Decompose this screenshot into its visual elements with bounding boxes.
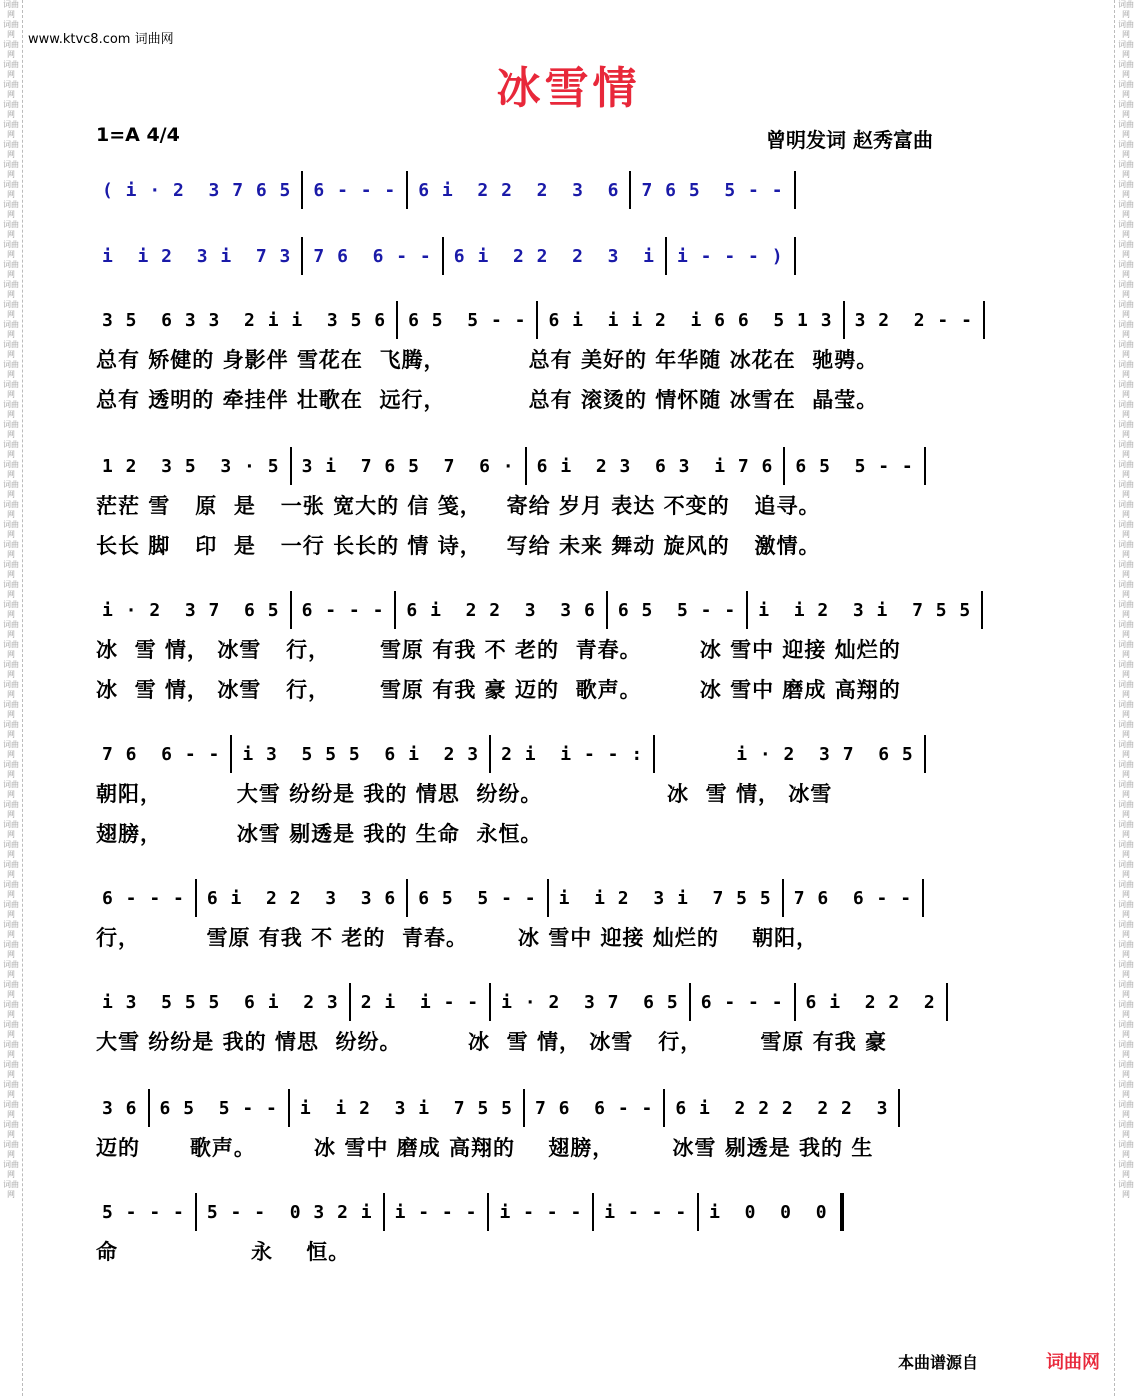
bar-line xyxy=(406,171,408,209)
measure: 7 6 5 5 - - xyxy=(641,179,784,201)
notation-line xyxy=(96,878,1006,918)
measure: 1 2 3 5 3 · 5 xyxy=(102,455,280,477)
measure: ( i · 2 3 7 6 5 xyxy=(102,179,292,201)
score-system xyxy=(96,590,1006,710)
measure: i 3 5 5 5 6 i 2 3 xyxy=(102,991,339,1013)
measure: 2 i i - - : xyxy=(501,743,644,765)
bar-line xyxy=(394,591,396,629)
measure: i i 2 3 i 7 3 xyxy=(102,245,292,267)
measure: 6 5 5 - - xyxy=(408,309,527,331)
measure: i · 2 3 7 6 5 xyxy=(665,743,914,765)
score-system xyxy=(96,878,1006,958)
measure: i - - - ) xyxy=(677,245,784,267)
notation-line xyxy=(96,734,1006,774)
measure: 6 - - - xyxy=(102,887,185,909)
footer-brand: 词曲网 xyxy=(1046,1352,1100,1373)
footer-source: 本曲谱源自 xyxy=(898,1353,979,1372)
measure: i 0 0 0 xyxy=(709,1201,828,1223)
bar-line xyxy=(606,591,608,629)
measure: 7 6 6 - - xyxy=(534,1097,654,1119)
bar-line xyxy=(783,447,785,485)
bar-line xyxy=(843,301,845,339)
bar-line xyxy=(663,1089,665,1127)
measure: 6 5 5 - - xyxy=(617,599,737,621)
notation-line xyxy=(96,1192,1006,1232)
measure: 6 5 5 - - xyxy=(418,887,537,909)
bar-line xyxy=(924,735,926,773)
bar-line xyxy=(946,983,948,1021)
bar-line xyxy=(898,1089,900,1127)
score-system xyxy=(96,734,1006,854)
bar-line xyxy=(288,1089,290,1127)
bar-line xyxy=(195,879,197,917)
measure: 6 i i i 2 i 6 6 5 1 3 xyxy=(548,309,833,331)
measure: 6 i 2 2 2 3 6 xyxy=(418,179,620,201)
score-system xyxy=(96,446,1006,566)
bar-line xyxy=(230,735,232,773)
measure: 6 5 5 - - xyxy=(159,1097,278,1119)
measure: 6 5 5 - - xyxy=(795,455,914,477)
bar-line xyxy=(406,879,408,917)
notation-line xyxy=(96,446,1006,486)
credits: 曾明发词 赵秀富曲 xyxy=(766,128,933,152)
measure: 6 - - - xyxy=(700,991,784,1013)
notation-line xyxy=(96,590,1006,630)
notation-line xyxy=(96,300,1006,340)
bar-line xyxy=(794,171,796,209)
bar-line xyxy=(794,983,796,1021)
notation-line xyxy=(96,170,1006,210)
bar-line xyxy=(290,591,292,629)
measure: 6 - - - xyxy=(313,179,397,201)
measure: i i 2 3 i 7 5 5 xyxy=(758,599,972,621)
bar-line xyxy=(487,1193,489,1231)
measure: 3 5 6 3 3 2 i i 3 5 6 xyxy=(102,309,387,331)
measure: 6 i 2 2 2 xyxy=(805,991,936,1013)
lyric-line: 行， 雪原 有我 不 老的 青春。 冰 雪中 迎接 灿烂的 朝阳， xyxy=(96,926,819,950)
score-system xyxy=(96,1088,1006,1168)
bar-line xyxy=(592,1193,594,1231)
bar-line xyxy=(383,1193,385,1231)
bar-line xyxy=(782,879,784,917)
right-watermark-strip: 词曲网 词曲网 词曲网 词曲网 词曲网 词曲网 词曲网 词曲网 词曲网 词曲网 词曲网 词曲网 词曲网 词曲网 词曲网 词曲网 词曲网 词曲网 词曲网 词曲网 词曲网 词曲网 词曲网 词曲网 词曲网 词曲网 词曲网 词曲网 词曲网 词曲网 词曲网 词曲网 词曲网 词曲网 词曲网 词曲网 词曲网 词曲网 词曲网 词曲网 词曲网 词曲网 词曲网 词曲网 词曲网 词曲网 词曲网 词曲网 词曲网 词曲网 词曲网 词曲网 词曲网 词曲网 词曲网 词曲网 词曲网 词曲网 词曲网 词曲网 xyxy=(1114,0,1137,1396)
key-signature: 1=A 4/4 xyxy=(96,124,180,146)
bar-line xyxy=(301,237,303,275)
measure: i · 2 3 7 6 5 xyxy=(501,991,679,1013)
bar-line xyxy=(924,447,926,485)
measure: 6 i 2 2 3 3 6 xyxy=(406,599,596,621)
measure: i i 2 3 i 7 5 5 xyxy=(299,1097,513,1119)
lyric-line: 总有 矫健的 身影伴 雪花在 飞腾， 总有 美好的 年华随 冰花在 驰骋。 xyxy=(96,348,879,372)
bar-line xyxy=(148,1089,150,1127)
bar-line xyxy=(665,237,667,275)
score-system xyxy=(96,236,1006,276)
measure: 7 6 6 - - xyxy=(793,887,913,909)
lyric-line: 冰 雪 情， 冰雪 行， 雪原 有我 不 老的 青春。 冰 雪中 迎接 灿烂的 xyxy=(96,638,901,662)
bar-line xyxy=(689,983,691,1021)
measure: 2 i i - - xyxy=(360,991,480,1013)
notation-line xyxy=(96,1088,1006,1128)
score-system xyxy=(96,300,1006,420)
lyric-line: 总有 透明的 牵挂伴 壮歌在 远行， 总有 滚烫的 情怀随 冰雪在 晶莹。 xyxy=(96,388,879,412)
score-system xyxy=(96,1192,1006,1272)
measure: 6 i 2 2 2 3 i xyxy=(453,245,655,267)
measure: 7 6 6 - - xyxy=(102,743,221,765)
measure: i - - - xyxy=(394,1201,478,1223)
lyric-line: 冰 雪 情， 冰雪 行， 雪原 有我 豪 迈的 歌声。 冰 雪中 磨成 高翔的 xyxy=(96,678,901,702)
bar-line xyxy=(547,879,549,917)
bar-line xyxy=(442,237,444,275)
bar-line xyxy=(922,879,924,917)
bar-line xyxy=(525,447,527,485)
measure: 6 i 2 2 2 2 2 3 xyxy=(675,1097,889,1119)
lyric-line: 长长 脚 印 是 一行 长长的 情 诗， 写给 未来 舞动 旋风的 激情。 xyxy=(96,534,821,558)
notation-line xyxy=(96,982,1006,1022)
measure: i - - - xyxy=(604,1201,688,1223)
measure: 5 - - 0 3 2 i xyxy=(206,1201,373,1223)
measure: i - - - xyxy=(499,1201,583,1223)
bar-line xyxy=(489,983,491,1021)
bar-line xyxy=(349,983,351,1021)
song-title: 冰雪情 xyxy=(496,63,641,114)
measure: i i 2 3 i 7 5 5 xyxy=(558,887,772,909)
lyric-line: 命 永 恒。 xyxy=(96,1240,351,1264)
bar-line xyxy=(697,1193,699,1231)
bar-line xyxy=(301,171,303,209)
bar-line xyxy=(653,735,655,773)
measure: 7 6 6 - - xyxy=(313,245,432,267)
score-system xyxy=(96,982,1006,1062)
bar-line xyxy=(396,301,398,339)
lyric-line: 翅膀， 冰雪 剔透是 我的 生命 永恒。 xyxy=(96,822,543,846)
measure: 6 - - - xyxy=(301,599,385,621)
measure: 3 2 2 - - xyxy=(854,309,973,331)
bar-line xyxy=(536,301,538,339)
measure: i 3 5 5 5 6 i 2 3 xyxy=(242,743,480,765)
measure: 3 i 7 6 5 7 6 · xyxy=(301,455,515,477)
bar-line xyxy=(794,237,796,275)
bar-line xyxy=(290,447,292,485)
notation-line xyxy=(96,236,1006,276)
measure: i · 2 3 7 6 5 xyxy=(102,599,280,621)
bar-line xyxy=(523,1089,525,1127)
measure: 6 i 2 2 3 3 6 xyxy=(206,887,397,909)
bar-line xyxy=(983,301,985,339)
measure: 6 i 2 3 6 3 i 7 6 xyxy=(536,455,774,477)
bar-line xyxy=(981,591,983,629)
measure: 3 6 xyxy=(102,1097,138,1119)
left-watermark-strip: 词曲网 词曲网 词曲网 词曲网 词曲网 词曲网 词曲网 词曲网 词曲网 词曲网 词曲网 词曲网 词曲网 词曲网 词曲网 词曲网 词曲网 词曲网 词曲网 词曲网 词曲网 词曲网 词曲网 词曲网 词曲网 词曲网 词曲网 词曲网 词曲网 词曲网 词曲网 词曲网 词曲网 词曲网 词曲网 词曲网 词曲网 词曲网 词曲网 词曲网 词曲网 词曲网 词曲网 词曲网 词曲网 词曲网 词曲网 词曲网 词曲网 词曲网 词曲网 词曲网 词曲网 词曲网 词曲网 词曲网 词曲网 词曲网 词曲网 词曲网 xyxy=(0,0,23,1396)
bar-line xyxy=(489,735,491,773)
bar-line xyxy=(840,1193,844,1231)
lyric-line: 朝阳， 大雪 纷纷是 我的 情思 纷纷。 冰 雪 情， 冰雪 xyxy=(96,782,833,806)
bar-line xyxy=(629,171,631,209)
measure: 5 - - - xyxy=(102,1201,185,1223)
bar-line xyxy=(746,591,748,629)
lyric-line: 大雪 纷纷是 我的 情思 纷纷。 冰 雪 情， 冰雪 行， 雪原 有我 豪 xyxy=(96,1030,888,1054)
lyric-line: 迈的 歌声。 冰 雪中 磨成 高翔的 翅膀， 冰雪 剔透是 我的 生 xyxy=(96,1136,874,1160)
score-system xyxy=(96,170,1006,210)
site-header: www.ktvc8.com 词曲网 xyxy=(28,32,174,47)
bar-line xyxy=(195,1193,197,1231)
lyric-line: 茫茫 雪 原 是 一张 宽大的 信 笺， 寄给 岁月 表达 不变的 追寻。 xyxy=(96,494,821,518)
